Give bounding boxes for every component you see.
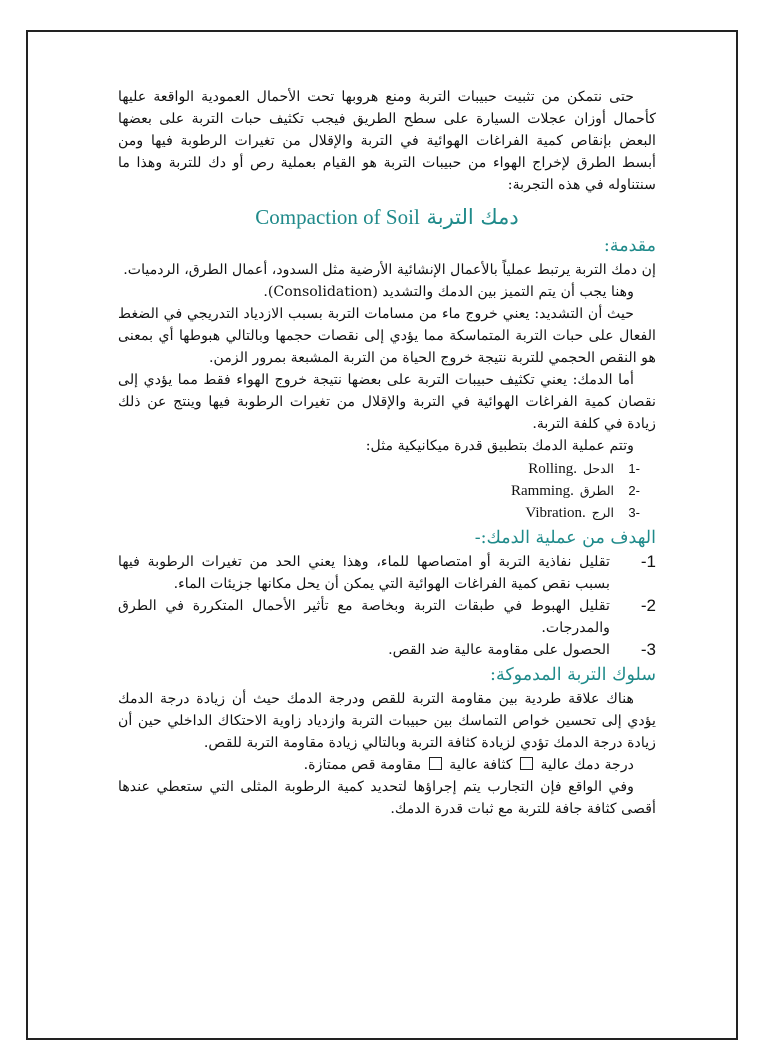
method-english: Ramming. [510,483,574,499]
list-item [118,502,656,524]
introduction-paragraph-4: أما الدمك: يعني تكثيف حبيبات التربة على بعضها نتيجة خروج الهواء فقط مما يؤدي إلى نقصان كمية الفراغات الهوائية في التربة والإقلال من تغيرات الرطوبة فيها وينتج عن ذلك زيادة في كلفة التربة. [118,372,656,432]
list-number: -2 [628,483,640,498]
behavior-heading: سلوك التربة المدموكة: [490,665,656,685]
goal-text: الحصول على مقاومة عالية ضد القص. [388,642,610,658]
method-arabic: الرج [591,505,614,520]
introduction-heading: مقدمة: [603,236,656,256]
behavior-paragraph-2: وفي الواقع فإن التجارب يتم إجراؤها لتحديد كمية الرطوبة المثلى التي ستعطي عندها أقصى كثافة جافة للتربة مع ثبات قدرة الدمك. [118,779,656,817]
list-number: -3 [628,505,640,520]
method-english: Vibration. [525,505,586,521]
document-body [118,86,656,820]
checkbox-icon [520,757,533,770]
behavior-paragraph-1: هناك علاقة طردية بين مقاومة التربة للقص ودرجة الدمك حيث أن زيادة درجة الدمك يؤدي إلى تحسين خواص التماسك بين حبيبات التربة وازدياد زاوية الاحتكاك الداخلي حين أن زيادة درجة الدمك تؤدي لزيادة كثافة التربة وبالتالي زيادة مقاومة التربة للقص. [118,691,656,751]
goal-text: تقليل الهبوط في طبقات التربة وبخاصة مع تأثير الأحمال المتكررة في الطرق والمدرجات. [118,598,610,636]
introduction-paragraph-3: حيث أن التشديد: يعني خروج ماء من مسامات التربة بسبب الازدياد التدريجي في الضغط الفعال على حبات التربة المتماسكة مما يؤدي إلى نقصات حجمها وبالتالي هبوطها أي بمعنى هو النقص الحجمي للتربة نتيجة خروج الحياة من التربة المشبعة بمرور الزمن. [118,306,656,366]
goals-heading: الهدف من عملية الدمك:- [474,528,656,548]
goal-number: -2 [640,596,656,615]
goal-item [118,595,656,639]
goal-item [118,639,656,661]
relationship-chain [118,754,656,776]
goal-text: تقليل نفاذية التربة أو امتصاصها للماء، وهذا يعني الحد من تغيرات الرطوبة فيها بسبب نقص كمية الفراغات الهوائية التي يمكن أن يحل مكانها جزيئات الماء. [118,554,610,592]
method-arabic: الطرق [579,483,614,498]
method-english: Rolling. [528,461,577,477]
list-item [118,480,656,502]
chain-step-1: درجة دمك عالية [540,757,634,773]
introduction-paragraph-1: إن دمك التربة يرتبط عملياً بالأعمال الإنشائية الأرضية مثل السدود، أعمال الطرق، الردميات. [123,262,656,278]
introduction-paragraph-2: وهنا يجب أن يتم التميز بين الدمك والتشديد (Consolidation). [263,284,634,300]
title-english: Compaction of Soil [255,205,420,229]
list-number: -1 [628,461,640,476]
list-item [118,458,656,480]
chain-step-2: كثافة عالية [449,757,513,773]
title-arabic: دمك التربة [426,205,519,229]
chain-step-3: مقاومة قص ممتازة. [303,757,422,773]
compaction-methods-list [118,458,656,524]
goal-number: -3 [640,640,656,659]
intro-paragraph: حتى نتمكن من تثبيت حبيبات التربة ومنع هروبها تحت الأحمال العمودية الواقعة عليها كأحمال أوزان عجلات السيارة على سطح الطريق فيجب تكثيف حبات التربة على بعضها البعض بإنقاص كمية الفراغات الهوائية في التربة والإقلال من تغيرات الرطوبة فيها ومن أبسط الطرق لإخراج الهواء من حبيبات التربة هو القيام بعملية رص أو دك للتربة وهذا ما سنتناوله في هذه التجربة: [118,89,656,193]
page-title [118,202,656,232]
introduction-paragraph-5: وتتم عملية الدمك بتطبيق قدرة ميكانيكية مثل: [365,438,634,454]
method-arabic: الدحل [582,461,614,476]
checkbox-icon [429,757,442,770]
goal-item [118,551,656,595]
goal-number: -1 [640,552,656,571]
